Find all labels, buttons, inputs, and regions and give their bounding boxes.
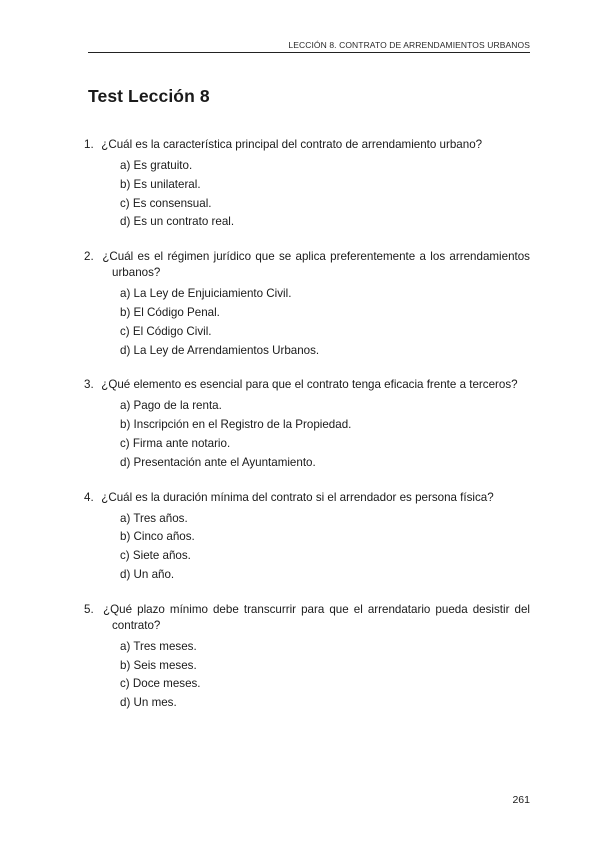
question-statement: ¿Cuál es la duración mínima del contrato si el arrendador es persona física? [101,490,494,504]
question-statement: ¿Cuál es el régimen jurídico que se aplica preferentemente a los arrendamientos urbanos? [102,250,530,280]
option-c: c) Es consensual. [120,196,212,210]
option-c: c) Siete años. [120,549,191,563]
option-a: a) Tres meses. [120,639,197,653]
option-c: c) Doce meses. [120,677,201,691]
option-a: a) Tres años. [120,511,188,525]
running-header: LECCIÓN 8. CONTRATO DE ARRENDAMIENTOS URBANOS [288,40,530,50]
option-list [88,510,530,585]
option-d: d) Un mes. [120,696,177,710]
option-c: c) El Código Civil. [120,324,212,338]
header-rule [88,52,530,53]
question-list [84,137,530,730]
option-b: b) Inscripción en el Registro de la Propiedad. [120,418,352,432]
option-a: a) La Ley de Enjuiciamiento Civil. [120,287,292,301]
option-d: d) Es un contrato real. [120,215,235,229]
option-b: b) Cinco años. [120,530,195,544]
question-3 [84,377,530,472]
question-1 [84,137,530,232]
option-b: b) Es unilateral. [120,177,201,191]
option-b: b) Seis meses. [120,658,197,672]
question-4 [84,490,530,585]
question-text: 4. ¿Cuál es la duración mínima del contrato si el arrendador es persona física? [84,490,494,504]
page-number: 261 [512,794,530,806]
option-d: d) La Ley de Arrendamientos Urbanos. [120,343,320,357]
question-text: 2. ¿Cuál es el régimen jurídico que se aplica preferentemente a los arrendamientos urbanos? [84,250,530,280]
page-title: Test Lección 8 [88,86,210,106]
question-text: 5. ¿Qué plazo mínimo debe transcurrir para que el arrendatario pueda desistir del contrato? [84,602,530,632]
question-statement: ¿Cuál es la característica principal del contrato de arrendamiento urbano? [101,138,483,151]
question-statement: ¿Qué plazo mínimo debe transcurrir para que el arrendatario pueda desistir del contrato? [103,602,530,632]
option-list [88,285,530,360]
question-text: 1. ¿Cuál es la característica principal del contrato de arrendamiento urbano? [84,138,483,151]
question-5 [84,602,530,713]
option-b: b) El Código Penal. [120,305,220,319]
option-list [88,397,530,472]
question-text: 3. ¿Qué elemento es esencial para que el contrato tenga eficacia frente a terceros? [84,378,518,392]
option-list [88,638,530,713]
question-statement: ¿Qué elemento es esencial para que el contrato tenga eficacia frente a terceros? [101,378,518,392]
option-a: a) Es gratuito. [120,159,193,172]
option-a: a) Pago de la renta. [120,399,222,413]
option-d: d) Un año. [120,567,175,581]
option-list [88,157,530,232]
option-d: d) Presentación ante el Ayuntamiento. [120,455,316,469]
option-c: c) Firma ante notario. [120,436,231,450]
question-2 [84,249,530,360]
